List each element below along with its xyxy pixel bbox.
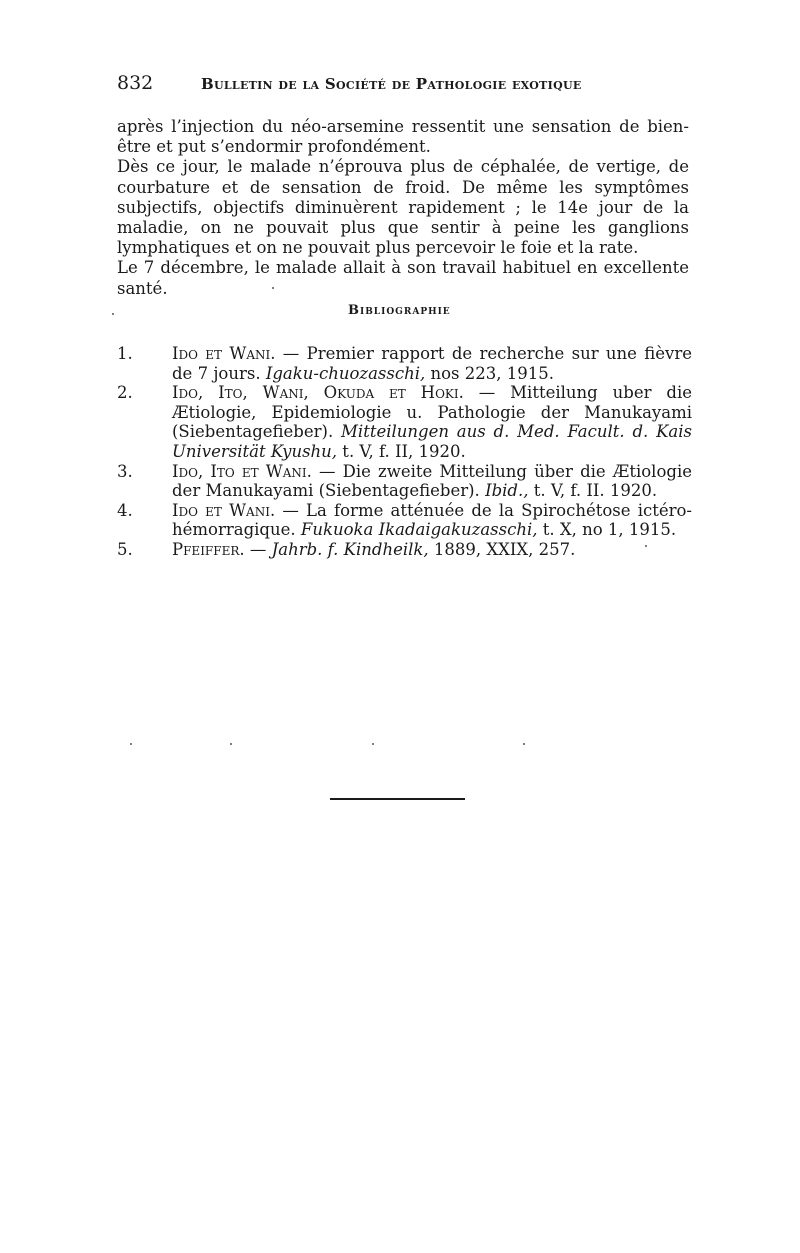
- reference-details: t. V, f. II, 1920.: [337, 441, 466, 461]
- reference-text: — Die zweite Mitteilung über die Ætiologie der Manukayami (Siebentagefieber).: [172, 461, 692, 501]
- reference-details: nos 223, 1915.: [425, 363, 554, 383]
- reference-details: t. V, f. II. 1920.: [528, 481, 658, 501]
- print-speck: [130, 743, 132, 745]
- reference-authors: Ido et Wani.: [172, 500, 276, 520]
- reference-item: [117, 383, 692, 461]
- reference-item: [117, 344, 692, 383]
- body-text: [117, 117, 689, 299]
- paragraph: après l’injection du néo-arsemine ressentit une sensation de bien-être et put s’endormir profondément.: [117, 117, 689, 157]
- reference-number: 2.: [117, 383, 133, 403]
- reference-number: 1.: [117, 344, 133, 363]
- print-speck: [230, 743, 232, 745]
- bibliography-heading: Bibliographie: [348, 303, 451, 318]
- end-rule: [330, 798, 465, 800]
- reference-authors: Pfeiffer.: [172, 539, 245, 559]
- reference-details: t. X, no 1, 1915.: [537, 520, 677, 540]
- reference-item: [117, 501, 692, 540]
- page-number: 832: [117, 72, 154, 94]
- reference-journal: Ibid.,: [485, 481, 529, 501]
- paragraph: Le 7 décembre, le malade allait à son travail habituel en excellente santé.: [117, 258, 689, 298]
- running-title: Bulletin de la Société de Pathologie exotique: [201, 75, 582, 93]
- print-speck: [645, 545, 647, 547]
- bibliography-list: [117, 344, 692, 560]
- print-speck: [112, 313, 114, 315]
- reference-item: [117, 462, 692, 501]
- reference-text: — La forme atténuée de la Spirochétose ictéro-hémorragique.: [172, 500, 692, 540]
- reference-authors: Ido et Wani.: [172, 344, 276, 363]
- page-header: [117, 72, 697, 102]
- print-speck: [272, 287, 274, 289]
- reference-journal: Mitteilungen aus d. Med. Facult. d. Kais Universität Kyushu,: [172, 422, 692, 461]
- print-speck: [523, 743, 525, 745]
- print-speck: [372, 743, 374, 745]
- reference-item: [117, 540, 692, 560]
- reference-journal: Igaku-chuozasschi,: [265, 363, 426, 383]
- reference-text: — Mitteilung uber die Ætiologie, Epidemiologie u. Pathologie der Manukayami (Siebentagefieber).: [172, 383, 692, 442]
- reference-details: 1889, XXIX, 257.: [428, 539, 576, 559]
- reference-journal: Fukuoka Ikadaigakuzasschi,: [300, 520, 538, 540]
- reference-number: 3.: [117, 461, 133, 481]
- reference-number: 5.: [117, 539, 133, 559]
- reference-authors: Ido, Ito, Wani, Okuda et Hoki.: [172, 383, 464, 403]
- reference-journal: Jahrb. f. Kindheilk,: [271, 539, 429, 559]
- paragraph: Dès ce jour, le malade n’éprouva plus de céphalée, de vertige, de courbature et de sensation de froid. De même les symptômes subjectifs, objectifs diminuèrent rapidement ; le 14e jour de la maladie, on ne pouvait plus que sentir à peine les ganglions lymphatiques et on ne pouvait plus percevoir le foie et la rate.: [117, 157, 689, 258]
- reference-authors: Ido, Ito et Wani.: [172, 461, 312, 481]
- reference-text: —: [244, 539, 272, 559]
- reference-number: 4.: [117, 500, 133, 520]
- reference-text: — Premier rapport de recherche sur une fièvre de 7 jours.: [172, 344, 692, 383]
